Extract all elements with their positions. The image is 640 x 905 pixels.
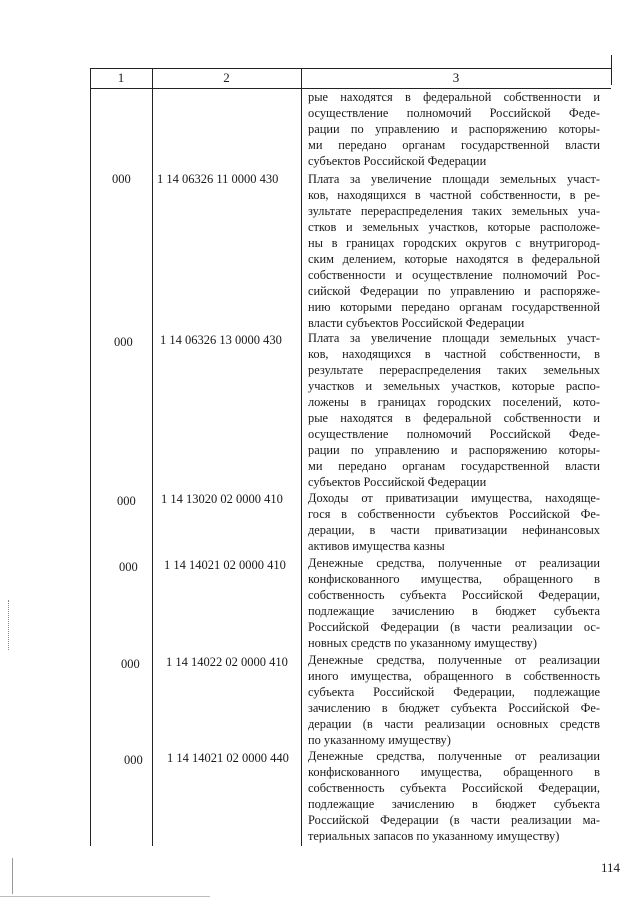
table-left-border bbox=[90, 68, 91, 846]
header-col-3: 3 bbox=[452, 70, 460, 85]
table-row-code: 1 14 06326 11 0000 430 bbox=[157, 172, 279, 186]
scan-edge-line bbox=[12, 858, 13, 894]
table-row-description: Плата за увеличение площади земельных участ- ков, находящихся в частной собственности, в результате перераспределения таких земельных участков и земельных участков, которые распо- ложены в границах городских поселений, кото- рые находятся в федеральной собственности и осуществление полномочий Российской Феде- рации по управлению и распоряжению которы- ми передано органам государственной власти субъектов Российской Федерации bbox=[308, 331, 600, 489]
table-row-kind: 000 bbox=[114, 335, 133, 349]
header-col-2: 2 bbox=[223, 70, 230, 85]
column-divider-2 bbox=[301, 68, 302, 846]
table-row-code: 1 14 14022 02 0000 410 bbox=[166, 655, 288, 669]
scan-bottom-rule bbox=[0, 896, 210, 897]
table-row-kind: 000 bbox=[112, 172, 131, 186]
table-row-description: Денежные средства, полученные от реализации конфискованного имущества, обращенного в собственность субъекта Российской Федерации, подлежащие зачислению в бюджет субъекта Российской Федерации (в части реализации ма- териальных запасов по указанному имуществу) bbox=[308, 749, 600, 843]
column-divider-1 bbox=[152, 68, 153, 846]
table-row-code: 1 14 14021 02 0000 410 bbox=[164, 558, 286, 572]
scan-margin-mark bbox=[8, 600, 11, 650]
table-right-border bbox=[611, 55, 612, 85]
page-number: 114 bbox=[601, 860, 621, 875]
table-row-code: 1 14 14021 02 0000 440 bbox=[167, 751, 289, 765]
table-row-kind: 000 bbox=[117, 494, 136, 508]
table-row-kind: 000 bbox=[119, 560, 138, 574]
table-row-description: рые находятся в федеральной собственности и осуществление полномочий Российской Феде- рации по управлению и распоряжению которы- ми передано органам государственной власти субъектов Российской Федерации bbox=[308, 90, 600, 168]
table-row-code: 1 14 13020 02 0000 410 bbox=[161, 492, 283, 506]
header-col-1: 1 bbox=[117, 70, 125, 85]
table-row-description: Денежные средства, полученные от реализации конфискованного имущества, обращенного в собственность субъекта Российской Федерации, подлежащие зачислению в бюджет субъекта Российской Федерации (в части реализации ос- новных средств по указанному имуществу) bbox=[308, 556, 600, 650]
table-row-code: 1 14 06326 13 0000 430 bbox=[160, 333, 282, 347]
table-row-description: Доходы от приватизации имущества, находяще- гося в собственности субъектов Российской Фе- дерации, в части приватизации нефинансовых активов имущества казны bbox=[308, 491, 600, 553]
table-row-description: Плата за увеличение площади земельных участ- ков, находящихся в частной собственности, в ре- зультате перераспределения таких земельных уча- стков и земельных участков, которые расположе- ны в границах городских округов с внутригород- ским делением, которые находятся в федеральной собственности и осуществление полномочий Рос- сийской Федерации по управлению и распоряже- нию которыми передано органам государственной власти субъектов Российской Федерации bbox=[308, 172, 600, 330]
table-row-description: Денежные средства, полученные от реализации иного имущества, обращенного в собственность субъекта Российской Федерации, подлежащие зачислению в бюджет субъекта Российской Фе- дерации (в части реализации основных средств по указанному имуществу) bbox=[308, 653, 600, 747]
table-row-kind: 000 bbox=[121, 657, 140, 671]
table-row-kind: 000 bbox=[124, 753, 143, 767]
